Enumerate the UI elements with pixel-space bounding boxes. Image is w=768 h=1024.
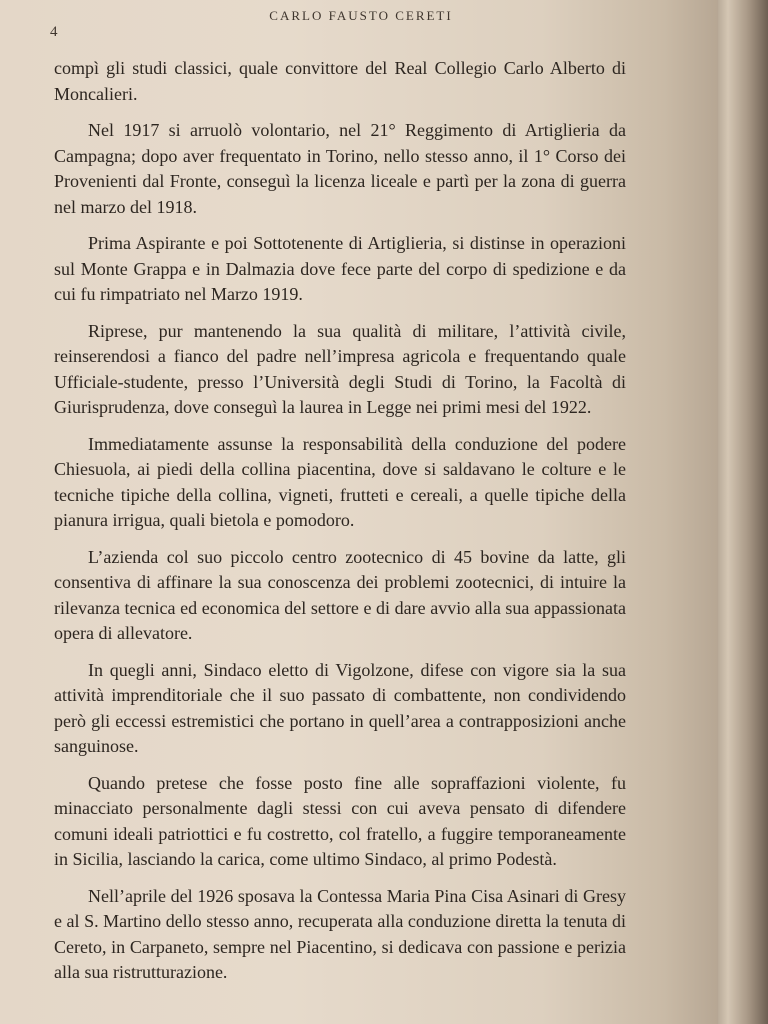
page-number: 4 [50,24,58,40]
paragraph: compì gli studi classici, quale convittore del Real Collegio Carlo Alberto di Moncalieri. [54,58,626,104]
paragraph: Prima Aspirante e poi Sottotenente di Artiglieria, si distinse in operazioni sul Monte Grappa e in Dalmazia dove fece parte del corpo di spedizione e da cui fu rimpatriato nel Marzo 1919. [54,233,626,304]
paragraph: Quando pretese che fosse posto fine alle sopraffazioni violente, fu minacciato personalmente dagli stessi con cui aveva pensato di difendere comuni ideali patriottici e fu costretto, col fratello, a fuggire temporaneamente in Sicilia, lasciando la carica, come ultimo Sindaco, al primo Podestà. [54,772,626,869]
page-edge [718,0,768,1024]
paragraph: Nell’aprile del 1926 sposava la Contessa Maria Pina Cisa Asinari di Gresy e al S. Martino dello stesso anno, recuperata alla conduzione diretta la tenuta di Cereto, in Carpaneto, sempre nel Piacentino, si dedicava con passione e perizia alla sua ristrutturazione. [54,885,626,982]
body-text [54,56,626,997]
paragraph: Immediatamente assunse la responsabilità della conduzione del podere Chiesuola, ai piedi della collina piacentina, dove si saldavano le colture e le tecniche tipiche della collina, vigneti, frutteti e cereali, a quelle tipiche della pianura irrigua, quali bietola e pomodoro. [54,433,626,530]
paragraph: Nel 1917 si arruolò volontario, nel 21° Reggimento di Artiglieria da Campagna; dopo aver frequentato in Torino, nello stesso anno, il 1° Corso dei Provenienti dal Fronte, conseguì la licenza liceale e partì per la zona di guerra nel marzo del 1918. [54,120,626,217]
running-head: CARLO FAUSTO CERETI [269,8,453,23]
paragraph: In quegli anni, Sindaco eletto di Vigolzone, difese con vigore sia la sua attività imprenditoriale che il suo passato di combattente, non condividendo però gli eccessi estremistici che portano in quell’area a contrapposizioni anche sanguinose. [54,659,626,756]
paragraph: L’azienda col suo piccolo centro zootecnico di 45 bovine da latte, gli consentiva di affinare la sua conoscenza dei problemi zootecnici, di intuire la rilevanza tecnica ed economica del settore e di dare avvio alla sua appassionata opera di allevatore. [54,546,626,643]
paragraph: Riprese, pur mantenendo la sua qualità di militare, l’attività civile, reinserendosi a fianco del padre nell’impresa agricola e frequentando quale Ufficiale-studente, presso l’Università degli Studi di Torino, la Facoltà di Giurisprudenza, dove conseguì la laurea in Legge nei primi mesi del 1922. [54,320,626,417]
